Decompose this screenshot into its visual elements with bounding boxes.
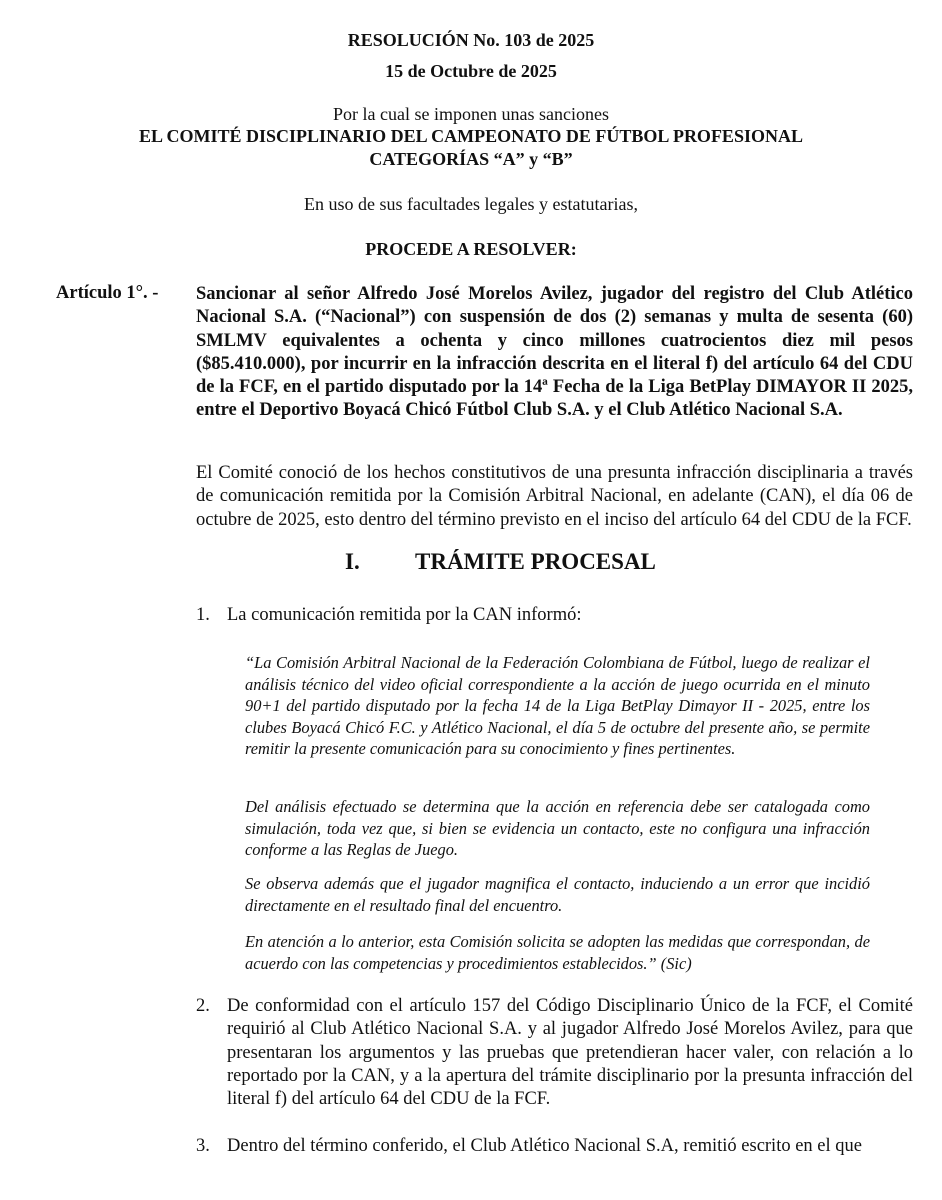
resolution-title: RESOLUCIÓN No. 103 de 2025 <box>347 30 595 50</box>
resolution-date: 15 de Octubre de 2025 <box>385 61 557 81</box>
article-1-label: Artículo 1°. - <box>56 283 159 303</box>
comite-paragraph: El Comité conoció de los hechos constitutivos de una presunta infracción disciplinaria a través de comunicación remitida por la Comisión Arbitral Nacional, en adelante (CAN), el día 06 de octubre de 2025, esto dentro del término previsto en el inciso del artículo 64 del CDU de la FCF. <box>196 463 913 530</box>
section-number: I. <box>345 549 360 574</box>
list-item <box>196 995 913 1111</box>
committee-heading-line1: EL COMITÉ DISCIPLINARIO DEL CAMPEONATO DE FÚTBOL PROFESIONAL <box>139 126 803 146</box>
list-item-text: La comunicación remitida por la CAN informó: <box>227 605 582 625</box>
list-item-text: De conformidad con el artículo 157 del Código Disciplinario Único de la FCF, el Comité requirió al Club Atlético Nacional S.A. y al jugador Alfredo José Morelos Avilez, para que presentaran los argumentos y las pruebas que pretendieran hacer valer, con relación a lo reportado por la CAN, y a la apertura del trámite disciplinario por la presunta infracción del literal f) del artículo 64 del CDU de la FCF. <box>227 996 913 1110</box>
faculties-line: En uso de sus facultades legales y estatutarias, <box>304 194 638 214</box>
quote-paragraph: “La Comisión Arbitral Nacional de la Federación Colombiana de Fútbol, luego de realizar el análisis técnico del video oficial correspondiente a la acción de juego ocurrida en el minuto 90+1 del partido disputado por la fecha 14 de la Liga BetPlay Dimayor II - 2025, entre los clubes Boyacá Chicó F.C. y Atlético Nacional, el día 5 de octubre del presente año, se permite remitir la presente comunicación para su conocimiento y fines pertinentes. <box>245 653 870 758</box>
quote-paragraph: Se observa además que el jugador magnifica el contacto, induciendo a un error que incidió directamente en el resultado final del encuentro. <box>245 874 870 915</box>
article-1-text: Sancionar al señor Alfredo José Morelos Avilez, jugador del registro del Club Atlético Nacional S.A. (“Nacional”) con suspensión de dos (2) semanas y multa de sesenta (60) SMLMV equivalentes a ochenta y cinco millones cuatrocientos diez mil pesos ($85.410.000), por incurrir en la infracción descrita en el literal f) del artículo 64 del CDU de la FCF, en el partido disputado por la 14ª Fecha de la Liga BetPlay DIMAYOR II 2025, entre el Deportivo Boyacá Chicó Fútbol Club S.A. y el Club Atlético Nacional S.A. <box>196 284 913 421</box>
purpose-line: Por la cual se imponen unas sanciones <box>333 104 609 124</box>
list-item-number: 3. <box>196 1136 210 1156</box>
procede-heading: PROCEDE A RESOLVER: <box>365 239 577 259</box>
list-item-number: 2. <box>196 996 210 1016</box>
list-item <box>196 604 913 627</box>
list-item <box>196 1135 913 1158</box>
section-title: TRÁMITE PROCESAL <box>415 549 656 574</box>
list-item-text: Dentro del término conferido, el Club Atlético Nacional S.A, remitió escrito en el que <box>227 1136 862 1156</box>
list-item-number: 1. <box>196 605 210 625</box>
quote-paragraph: En atención a lo anterior, esta Comisión solicita se adopten las medidas que correspondan, de acuerdo con las competencias y procedimientos establecidos.” (Sic) <box>245 932 870 973</box>
committee-heading-line2: CATEGORÍAS “A” y “B” <box>369 149 573 169</box>
quote-paragraph: Del análisis efectuado se determina que la acción en referencia debe ser catalogada como simulación, toda vez que, si bien se evidencia un contacto, este no configura una infracción conforme a las Reglas de Juego. <box>245 797 870 859</box>
